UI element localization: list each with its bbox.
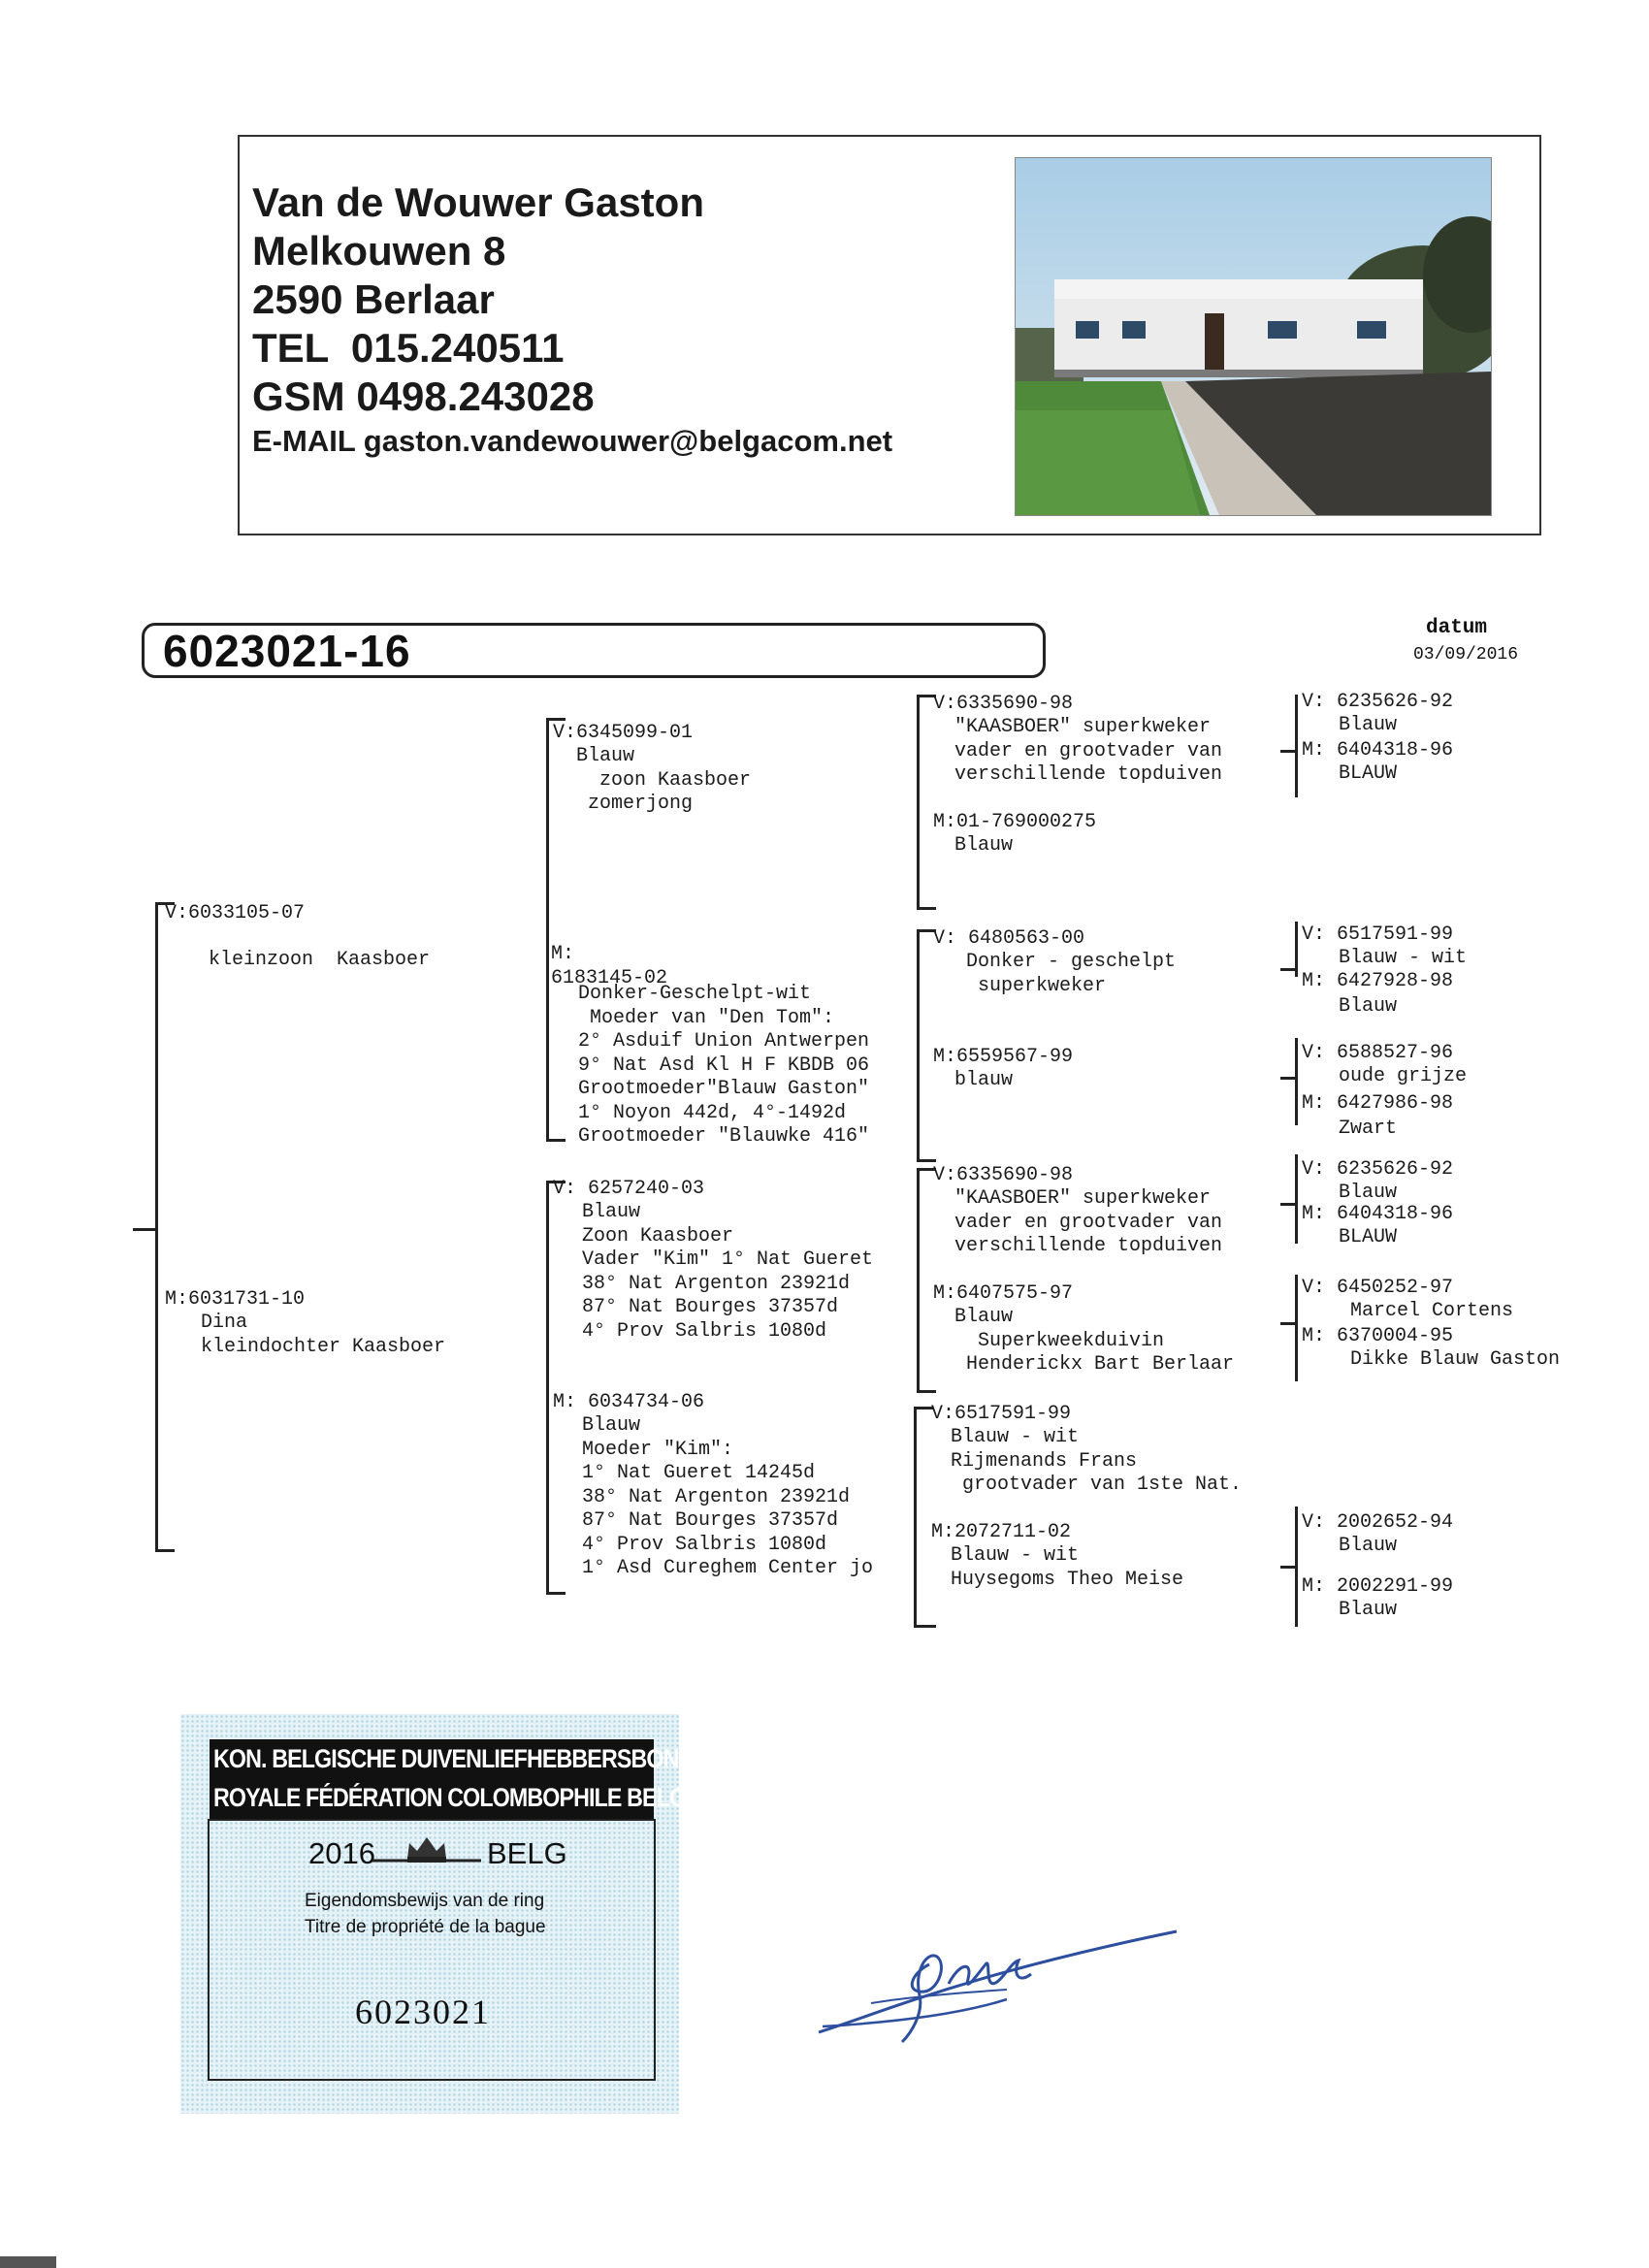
card-country: BELG xyxy=(487,1836,567,1870)
ff-notes: Blauw zoon Kaasboer zomerjong xyxy=(576,745,752,815)
gen3-bracket-mf xyxy=(917,1168,920,1393)
gen4-bracket-4 xyxy=(1295,1154,1298,1244)
gen2-father-bracket xyxy=(546,718,549,1142)
g7-father-ring: V: 2002652-94 xyxy=(1302,1511,1454,1534)
gen4-bracket-3 xyxy=(1295,1038,1298,1125)
mfm-notes: Blauw Superkweekduivin Henderickx Bart Berlaar xyxy=(954,1306,1235,1376)
mff-notes: "KAASBOER" superkweker vader en grootvader van verschillende topduiven xyxy=(954,1187,1223,1257)
bracket-connector xyxy=(1280,1566,1296,1569)
g3-father-ring: V: 6588527-96 xyxy=(1302,1042,1454,1064)
g7-father-color: Blauw xyxy=(1339,1535,1398,1557)
bracket-connector xyxy=(1280,1322,1296,1325)
datum-value: 03/09/2016 xyxy=(1413,645,1519,664)
father-notes: kleinzoon Kaasboer xyxy=(209,949,431,971)
owner-tel: TEL 015.240511 xyxy=(252,325,565,371)
bracket-connector xyxy=(1280,968,1296,971)
g4-father-color: Blauw xyxy=(1339,1182,1398,1204)
loft-photo-image xyxy=(1016,158,1491,515)
g1-father-color: Blauw xyxy=(1339,714,1398,736)
ffm-ring: M:01-769000275 xyxy=(933,811,1097,833)
gen2-mother-bracket xyxy=(546,1181,549,1595)
mmm-ring: M:2072711-02 xyxy=(931,1521,1072,1543)
datum-label: datum xyxy=(1426,617,1488,639)
gen3-bracket-fm xyxy=(917,929,920,1162)
bracket-end xyxy=(914,1625,936,1628)
card-ring-number: 6023021 xyxy=(355,1993,491,2031)
mfm-ring: M:6407575-97 xyxy=(933,1282,1074,1305)
bracket-end xyxy=(917,907,936,910)
owner-street: Melkouwen 8 xyxy=(252,228,506,274)
card-year: 2016 xyxy=(308,1836,375,1870)
gen4-bracket-1 xyxy=(1295,695,1298,797)
root-connector xyxy=(133,1228,157,1231)
ring-number-title: 6023021-16 xyxy=(163,626,411,676)
g5-mother-notes: Dikke Blauw Gaston xyxy=(1339,1348,1561,1371)
bracket-end xyxy=(914,1407,933,1409)
bracket-end xyxy=(546,1139,566,1142)
g1-mother-ring: M: 6404318-96 xyxy=(1302,739,1454,761)
g7-mother-ring: M: 2002291-99 xyxy=(1302,1575,1454,1598)
fmm-notes: blauw xyxy=(954,1069,1014,1091)
bracket-end xyxy=(917,1159,936,1162)
ff-ring: V:6345099-01 xyxy=(553,722,694,744)
mmf-notes: Blauw - wit Rijmenands Frans grootvader van 1ste Nat. xyxy=(951,1426,1243,1496)
card-federation-fr: ROYALE FÉDÉRATION COLOMBOPHILE BELGE xyxy=(213,1783,700,1812)
g4-father-ring: V: 6235626-92 xyxy=(1302,1158,1454,1181)
mff-ring: V:6335690-98 xyxy=(933,1164,1074,1186)
mmf-ring: V:6517591-99 xyxy=(931,1403,1072,1425)
bracket-end xyxy=(546,1592,566,1595)
fmf-ring: V: 6480563-00 xyxy=(933,927,1085,950)
g2-father-color: Blauw - wit xyxy=(1339,947,1468,969)
mother-notes: Dina kleindochter Kaasboer xyxy=(201,1312,446,1358)
g1-mother-color: BLAUW xyxy=(1339,762,1398,785)
fm-ring: M: 6183145-02 xyxy=(551,943,668,989)
gen3-bracket-ff xyxy=(917,695,920,910)
gen1-bracket-bottom xyxy=(155,1549,175,1552)
bracket-connector xyxy=(1280,750,1296,753)
owner-city: 2590 Berlaar xyxy=(252,276,495,322)
mf-ring: V: 6257240-03 xyxy=(553,1178,705,1200)
g5-father-notes: Marcel Cortens xyxy=(1339,1300,1514,1322)
g2-mother-color: Blauw xyxy=(1339,995,1398,1018)
bracket-connector xyxy=(1280,1077,1296,1080)
owner-email: E-MAIL gaston.vandewouwer@belgacom.net xyxy=(252,424,893,458)
fm-notes: Donker-Geschelpt-wit Moeder van "Den Tom": 2° Asduif Union Antwerpen 9° Nat Asd Kl H F KBDB 06 Grootmoeder"Blauw Gaston" 1° Noyon 442d, 4°-1492d Grootmoeder "Blauwke 416" xyxy=(578,983,870,1148)
g2-mother-ring: M: 6427928-98 xyxy=(1302,970,1454,992)
signature xyxy=(813,1906,1191,2052)
g5-father-ring: V: 6450252-97 xyxy=(1302,1277,1454,1299)
g7-mother-color: Blauw xyxy=(1339,1599,1398,1621)
gen1-bracket xyxy=(155,902,158,1552)
owner-gsm: GSM 0498.243028 xyxy=(252,373,595,419)
fff-notes: "KAASBOER" superkweker vader en grootvader van verschillende topduiven xyxy=(954,716,1223,786)
mother-ring: M:6031731-10 xyxy=(165,1288,306,1311)
g4-mother-color: BLAUW xyxy=(1339,1226,1398,1248)
mm-ring: M: 6034734-06 xyxy=(553,1391,705,1413)
ffm-notes: Blauw xyxy=(954,834,1014,857)
card-text-fr: Titre de propriété de la bague xyxy=(305,1917,546,1937)
fmm-ring: M:6559567-99 xyxy=(933,1046,1074,1068)
bracket-end xyxy=(546,718,566,721)
bracket-connector xyxy=(1280,1203,1296,1206)
scan-edge-mark xyxy=(0,2256,56,2268)
g3-mother-color: Zwart xyxy=(1339,1118,1398,1140)
loft-photo xyxy=(1015,157,1492,516)
fff-ring: V:6335690-98 xyxy=(933,693,1074,715)
card-federation-nl: KON. BELGISCHE DUIVENLIEFHEBBERSBOND xyxy=(213,1744,695,1773)
mmm-notes: Blauw - wit Huysegoms Theo Meise xyxy=(951,1544,1184,1591)
father-ring: V:6033105-07 xyxy=(165,902,306,924)
g3-mother-ring: M: 6427986-98 xyxy=(1302,1092,1454,1115)
bracket-end xyxy=(917,1390,936,1393)
mf-notes: Blauw Zoon Kaasboer Vader "Kim" 1° Nat Gueret 38° Nat Argenton 23921d 87° Nat Bourges 37357d 4° Prov Salbris 1080d xyxy=(582,1201,874,1343)
owner-name: Van de Wouwer Gaston xyxy=(252,179,704,225)
crown-icon xyxy=(372,1831,481,1874)
g3-father-color: oude grijze xyxy=(1339,1065,1468,1087)
gen4-bracket-5 xyxy=(1295,1275,1298,1381)
g4-mother-ring: M: 6404318-96 xyxy=(1302,1203,1454,1225)
fmf-notes: Donker - geschelpt superkweker xyxy=(966,951,1177,997)
g2-father-ring: V: 6517591-99 xyxy=(1302,923,1454,946)
g5-mother-ring: M: 6370004-95 xyxy=(1302,1325,1454,1347)
card-text-nl: Eigendomsbewijs van de ring xyxy=(305,1891,545,1911)
g1-father-ring: V: 6235626-92 xyxy=(1302,691,1454,713)
mm-notes: Blauw Moeder "Kim": 1° Nat Gueret 14245d 38° Nat Argenton 23921d 87° Nat Bourges 37357d 4° Prov Salbris 1080d 1° Asd Cureghem Center jo xyxy=(582,1414,874,1579)
gen3-bracket-mm xyxy=(914,1407,917,1628)
